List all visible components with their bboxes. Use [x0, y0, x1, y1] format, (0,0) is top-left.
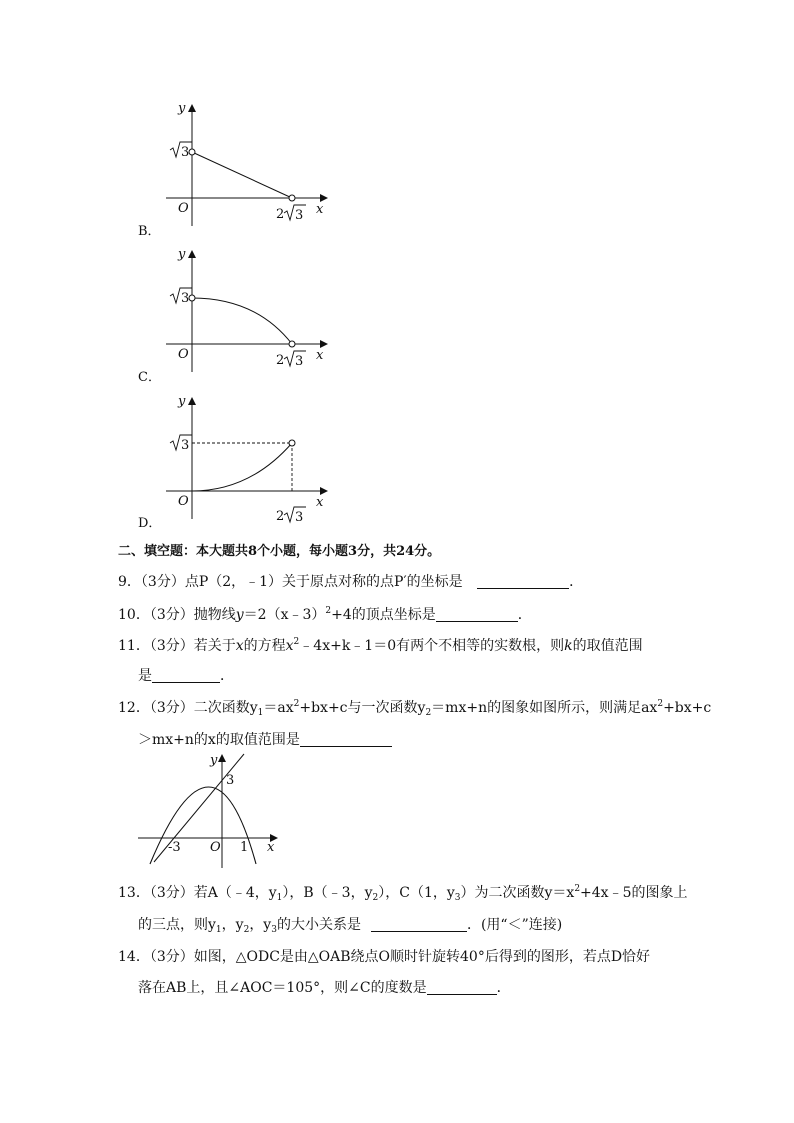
exponent: 2 [293, 699, 300, 709]
origin-label: O [178, 347, 189, 362]
option-d-label: D． [138, 516, 162, 531]
y-axis-arrow [188, 397, 196, 405]
subscript: 1 [257, 708, 264, 718]
q13-text: ，y [249, 917, 272, 933]
x-mark-radicand: 3 [295, 510, 304, 525]
period: ． [569, 574, 584, 590]
q13-text: ），B（﹣3，y [282, 885, 373, 901]
subscript: 2 [425, 708, 432, 718]
subscript: 2 [243, 925, 250, 935]
open-point-y [189, 149, 195, 155]
answer-blank[interactable] [371, 917, 467, 932]
answer-blank[interactable] [477, 574, 569, 589]
exponent: 2 [574, 884, 581, 894]
open-point-x [289, 195, 295, 201]
subscript: 1 [215, 925, 222, 935]
y-axis-arrow [188, 250, 196, 258]
section-heading: 二、填空题：本大题共8个小题，每小题3分，共24分。 [118, 544, 441, 559]
answer-blank[interactable] [300, 732, 392, 747]
question-10 [118, 604, 532, 624]
option-d-graph [130, 393, 350, 528]
question-12-line1 [118, 697, 711, 718]
y-axis-label: y [178, 101, 186, 116]
exponent: 2 [657, 699, 664, 709]
open-point-end [289, 440, 295, 446]
q12-text: +bx+c与一次函数y [299, 700, 426, 716]
question-12-line2 [138, 729, 392, 749]
q13-text: 的大小关系是 [276, 917, 361, 933]
origin-label: O [178, 201, 189, 216]
subscript: 3 [271, 925, 277, 935]
x-axis-label: x [316, 495, 324, 510]
graph-segment [192, 152, 292, 198]
x-axis-label: x [316, 348, 324, 363]
subscript: 1 [276, 893, 283, 903]
question-14-line1 [118, 946, 650, 966]
option-c-label: C． [138, 370, 161, 385]
answer-blank[interactable] [152, 668, 220, 683]
x-mark-radicand: 3 [295, 208, 304, 223]
q12-text: 12．（3分）二次函数y [118, 700, 258, 716]
period: ． [517, 607, 532, 623]
q11-text: 11．（3分）若关于 [118, 638, 236, 654]
y-axis-label: y [178, 247, 186, 262]
x-mark-coef: 2 [276, 353, 285, 368]
option-b-label: B． [138, 224, 161, 239]
q11-text: 是 [138, 668, 152, 684]
var-y: y [235, 607, 244, 623]
var-k: k [564, 638, 573, 654]
question-13-line2 [138, 914, 562, 935]
label-1: 1 [240, 840, 249, 855]
var-x: x [235, 638, 244, 654]
q11-text: ﹣4x+k﹣1＝0有两个不相等的实数根，则 [299, 638, 565, 654]
exponent: 2 [293, 637, 300, 647]
q12-text: ＞mx+n的x的取值范围是 [138, 732, 300, 748]
origin-label: O [210, 840, 221, 855]
y-mark-radicand: 3 [181, 145, 190, 160]
q14-text: 14．（3分）如图，△ODC是由△OAB绕点O顺时针旋转40°后得到的图形，若点D恰好 [118, 949, 651, 965]
q10-text: +4的顶点坐标是 [331, 607, 436, 623]
open-point-x [289, 341, 295, 347]
q14-text: 落在AB上，且∠AOC＝105°，则∠C的度数是 [138, 980, 427, 996]
open-point-y [189, 295, 195, 301]
y-axis-arrow [218, 754, 226, 762]
option-c-graph [130, 246, 350, 381]
q13-text: ．(用“＜”连接) [466, 917, 563, 933]
q13-text: 13．（3分）若A（﹣4，y [118, 885, 277, 901]
q13-text: +4x﹣5的图象上 [580, 885, 688, 901]
x-axis-label: x [316, 202, 324, 217]
graph-curve [192, 298, 292, 344]
q13-text: ）为二次函数y＝x [460, 885, 575, 901]
q13-text: 的三点，则y [138, 917, 216, 933]
x-mark-radicand: 3 [295, 354, 304, 369]
answer-blank[interactable] [436, 607, 518, 622]
y-axis-label: y [178, 394, 186, 409]
y-mark-radicand: 3 [181, 438, 190, 453]
label-neg3: -3 [168, 840, 181, 855]
y-mark-radicand: 3 [181, 291, 190, 306]
question-9 [118, 571, 583, 591]
question-11-line1 [118, 635, 643, 655]
q9-text: 9．（3分）点P（2，﹣1）关于原点对称的点P′的坐标是 [118, 574, 463, 590]
subscript: 2 [372, 893, 379, 903]
question-14-line2 [138, 977, 511, 997]
x-axis-arrow [320, 194, 328, 202]
label-3: 3 [226, 773, 235, 788]
origin-label: O [178, 494, 189, 509]
question-13-line1 [118, 882, 688, 903]
x-axis-label: x [267, 840, 275, 855]
x-axis-arrow [320, 487, 328, 495]
period: ． [496, 980, 511, 996]
question-11-line2 [138, 665, 234, 685]
q11-text: 的方程 [243, 638, 286, 654]
q12-graph [134, 750, 284, 872]
x-axis-arrow [320, 340, 328, 348]
q12-text: ＝mx+n的图象如图所示，则满足ax [431, 700, 658, 716]
q10-text: 10．（3分）抛物线 [118, 607, 236, 623]
q13-text: ），C（1，y [378, 885, 455, 901]
var-x: x [285, 638, 294, 654]
subscript: 3 [454, 893, 461, 903]
q12-text: +bx+c [663, 700, 712, 716]
option-b-graph [130, 100, 350, 235]
q10-text: ＝2（x﹣3） [243, 607, 326, 623]
q13-text: ，y [221, 917, 244, 933]
x-mark-coef: 2 [276, 509, 285, 524]
exponent: 2 [325, 606, 332, 616]
answer-blank[interactable] [427, 980, 497, 995]
q12-text: ＝ax [263, 700, 294, 716]
y-axis-arrow [188, 104, 196, 112]
graph-curve [192, 443, 292, 491]
q11-text: 的取值范围 [572, 638, 643, 654]
x-mark-coef: 2 [276, 207, 285, 222]
period: ． [220, 668, 234, 684]
y-axis-label: y [210, 753, 218, 768]
